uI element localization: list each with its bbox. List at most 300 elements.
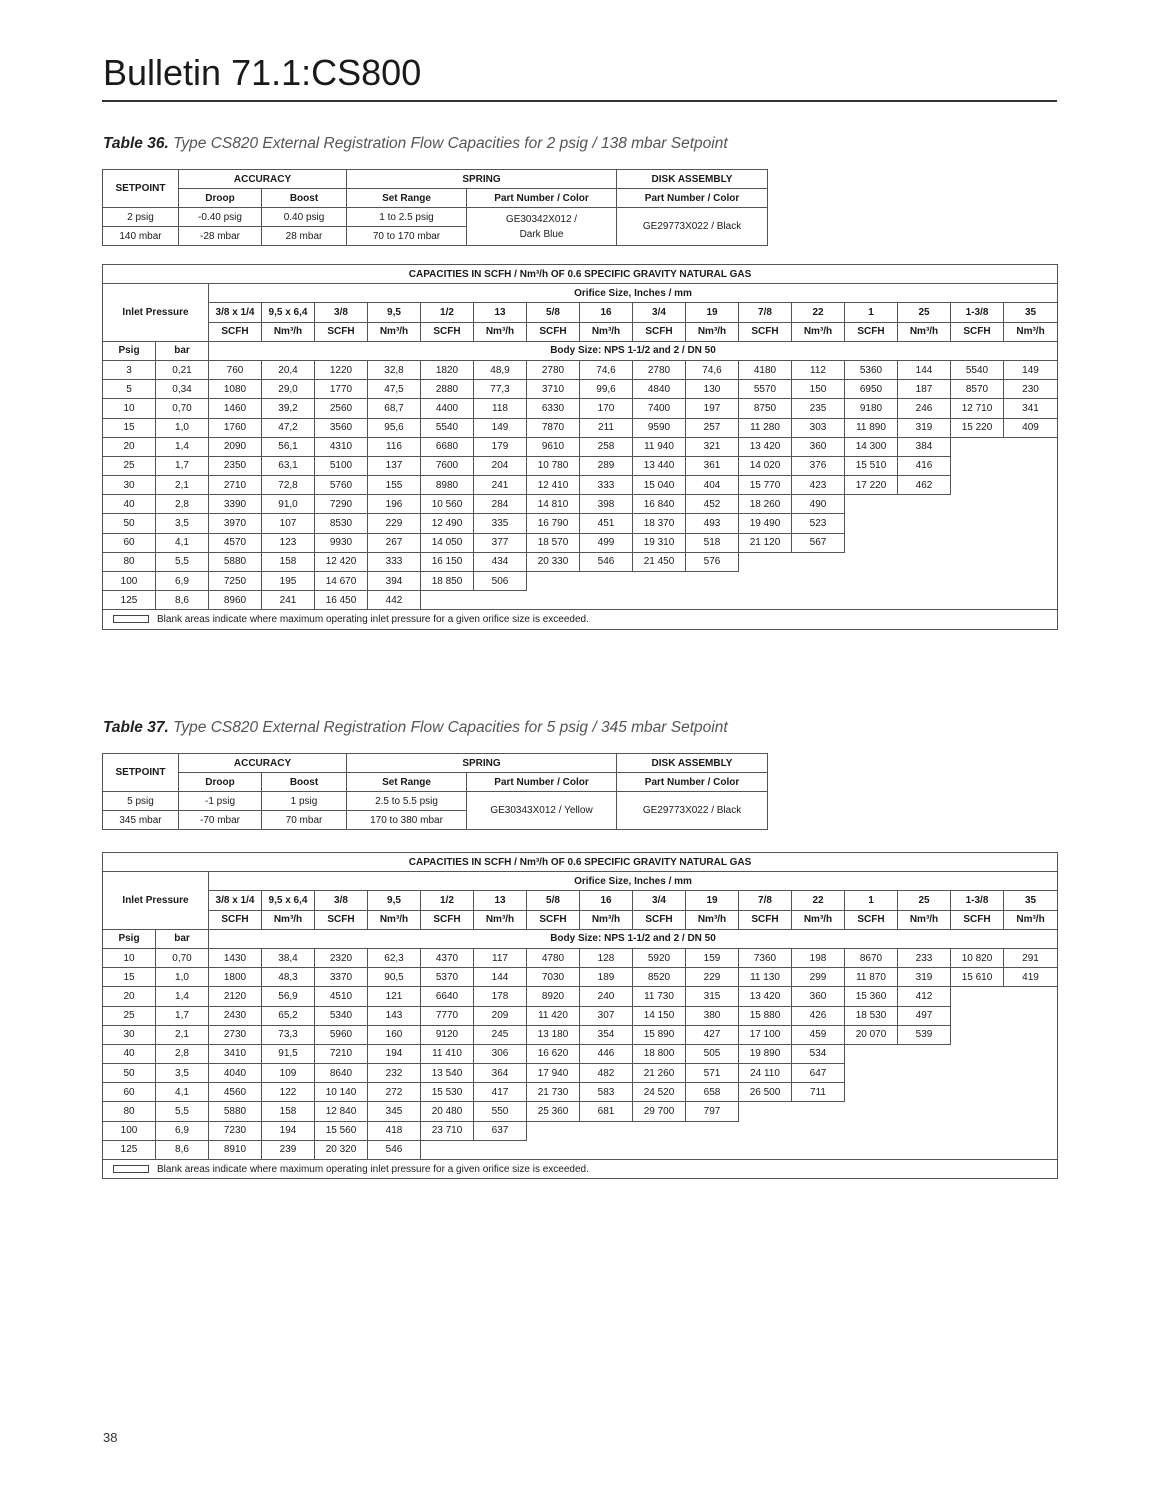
data-cell: 194	[368, 1044, 421, 1063]
data-cell: 2780	[633, 360, 686, 379]
data-cell: 5880	[209, 1102, 262, 1121]
boost-psig: 1 psig	[262, 792, 347, 811]
data-cell: 47,5	[368, 380, 421, 399]
data-cell: 418	[368, 1121, 421, 1140]
data-cell: 11 890	[845, 418, 898, 437]
table-37-capacity-table	[102, 852, 1058, 1179]
orifice-size-cell: 16	[580, 303, 633, 322]
spring-header: SPRING	[347, 754, 617, 773]
data-cell: 4180	[739, 360, 792, 379]
data-cell: 1770	[315, 380, 368, 399]
disk-assembly-header: DISK ASSEMBLY	[617, 170, 768, 189]
blank-area-note	[103, 610, 1058, 629]
orifice-size-cell: 1/2	[421, 891, 474, 910]
table-row	[103, 533, 1058, 552]
disk-part-header: Part Number / Color	[617, 773, 768, 792]
note-text: Blank areas indicate where maximum operating inlet pressure for a given orifice size is exceeded.	[157, 613, 589, 625]
orifice-size-cell: 3/4	[633, 891, 686, 910]
data-cell: 123	[262, 533, 315, 552]
data-cell: 291	[1004, 948, 1058, 967]
data-cell: 8980	[421, 476, 474, 495]
data-cell: 5,5	[156, 552, 209, 571]
data-cell: 446	[580, 1044, 633, 1063]
table-row	[103, 1044, 1058, 1063]
data-cell: 417	[474, 1083, 527, 1102]
data-cell: 333	[368, 552, 421, 571]
data-cell: 5,5	[156, 1102, 209, 1121]
data-cell: 14 050	[421, 533, 474, 552]
data-cell: 2730	[209, 1025, 262, 1044]
data-cell: 150	[792, 380, 845, 399]
data-cell: 10 140	[315, 1083, 368, 1102]
blank-area	[951, 1006, 1058, 1025]
data-cell: 21 450	[633, 552, 686, 571]
blank-area	[845, 495, 1058, 514]
data-cell: 17 940	[527, 1064, 580, 1083]
data-cell: 6,9	[156, 1121, 209, 1140]
table-row	[103, 418, 1058, 437]
data-cell: 7400	[633, 399, 686, 418]
data-cell: 2560	[315, 399, 368, 418]
data-cell: 272	[368, 1083, 421, 1102]
droop-mbar: -70 mbar	[179, 811, 262, 830]
orifice-size-header: Orifice Size, Inches / mm	[209, 872, 1058, 891]
table-row	[103, 987, 1058, 1006]
data-cell: 25	[103, 456, 156, 475]
data-cell: 20 480	[421, 1102, 474, 1121]
orifice-size-cell: 16	[580, 891, 633, 910]
data-cell: 1,0	[156, 968, 209, 987]
data-cell: 29,0	[262, 380, 315, 399]
data-cell: 1,7	[156, 1006, 209, 1025]
data-cell: 15 360	[845, 987, 898, 1006]
data-cell: 0,70	[156, 399, 209, 418]
data-cell: 137	[368, 456, 421, 475]
data-cell: 17 100	[739, 1025, 792, 1044]
data-cell: 7360	[739, 948, 792, 967]
data-cell: 16 840	[633, 495, 686, 514]
data-cell: 26 500	[739, 1083, 792, 1102]
unit-cell: Nm³/h	[368, 322, 421, 341]
blank-area	[845, 1044, 1058, 1063]
data-cell: 4,1	[156, 1083, 209, 1102]
data-cell: 80	[103, 552, 156, 571]
data-cell: 9180	[845, 399, 898, 418]
data-cell: 2430	[209, 1006, 262, 1025]
orifice-size-cell: 7/8	[739, 303, 792, 322]
setpoint-header: SETPOINT	[103, 754, 179, 792]
unit-cell: Nm³/h	[474, 910, 527, 929]
table-37-caption	[103, 719, 728, 737]
data-cell: 19 490	[739, 514, 792, 533]
data-cell: 319	[898, 418, 951, 437]
data-cell: 3	[103, 360, 156, 379]
data-cell: 239	[262, 1140, 315, 1159]
data-cell: 107	[262, 514, 315, 533]
orifice-size-cell: 1	[845, 891, 898, 910]
unit-cell: SCFH	[421, 322, 474, 341]
data-cell: 412	[898, 987, 951, 1006]
setpoint-psig: 2 psig	[103, 208, 179, 227]
data-cell: 245	[474, 1025, 527, 1044]
unit-cell: SCFH	[633, 322, 686, 341]
data-cell: 18 370	[633, 514, 686, 533]
unit-cell: Nm³/h	[580, 322, 633, 341]
data-cell: 158	[262, 552, 315, 571]
data-cell: 8530	[315, 514, 368, 533]
data-cell: 289	[580, 456, 633, 475]
data-cell: 8670	[845, 948, 898, 967]
data-cell: 3970	[209, 514, 262, 533]
data-cell: 50	[103, 514, 156, 533]
data-cell: 10 820	[951, 948, 1004, 967]
data-cell: 195	[262, 572, 315, 591]
table-row	[103, 948, 1058, 967]
data-cell: 6330	[527, 399, 580, 418]
table-row	[103, 514, 1058, 533]
data-cell: 539	[898, 1025, 951, 1044]
orifice-size-cell: 9,5	[368, 303, 421, 322]
data-cell: 5760	[315, 476, 368, 495]
range-mbar: 70 to 170 mbar	[347, 227, 467, 246]
data-cell: 398	[580, 495, 633, 514]
data-cell: 100	[103, 572, 156, 591]
data-cell: 419	[1004, 968, 1058, 987]
data-cell: 118	[474, 399, 527, 418]
data-cell: 72,8	[262, 476, 315, 495]
data-cell: 5960	[315, 1025, 368, 1044]
data-cell: 91,5	[262, 1044, 315, 1063]
data-cell: 204	[474, 456, 527, 475]
data-cell: 9930	[315, 533, 368, 552]
table-row	[103, 380, 1058, 399]
data-cell: 426	[792, 1006, 845, 1025]
data-cell: 20,4	[262, 360, 315, 379]
data-cell: 40	[103, 495, 156, 514]
data-cell: 1,0	[156, 418, 209, 437]
data-cell: 9590	[633, 418, 686, 437]
data-cell: 6,9	[156, 572, 209, 591]
table-row	[103, 360, 1058, 379]
data-cell: 50	[103, 1064, 156, 1083]
header-rule	[102, 100, 1057, 102]
data-cell: 48,9	[474, 360, 527, 379]
data-cell: 0,21	[156, 360, 209, 379]
data-cell: 6640	[421, 987, 474, 1006]
capacities-title: CAPACITIES IN SCFH / Nm³/h OF 0.6 SPECIFIC GRAVITY NATURAL GAS	[103, 265, 1058, 284]
data-cell: 459	[792, 1025, 845, 1044]
data-cell: 434	[474, 552, 527, 571]
droop-psig: -0.40 psig	[179, 208, 262, 227]
data-cell: 360	[792, 437, 845, 456]
data-cell: 73,3	[262, 1025, 315, 1044]
data-cell: 361	[686, 456, 739, 475]
blank-area-note	[103, 1160, 1058, 1179]
data-cell: 333	[580, 476, 633, 495]
data-cell: 20	[103, 437, 156, 456]
data-cell: 90,5	[368, 968, 421, 987]
inlet-pressure-header: Inlet Pressure	[103, 872, 209, 930]
blank-area	[739, 552, 1058, 571]
data-cell: 11 730	[633, 987, 686, 1006]
psig-header: Psig	[103, 929, 156, 948]
data-cell: 112	[792, 360, 845, 379]
data-cell: 12 840	[315, 1102, 368, 1121]
disk-part: GE29773X022 / Black	[617, 208, 768, 246]
orifice-size-cell: 13	[474, 891, 527, 910]
data-cell: 187	[898, 380, 951, 399]
data-cell: 451	[580, 514, 633, 533]
table-row	[103, 1102, 1058, 1121]
blank-area	[421, 1140, 1058, 1159]
table-row	[103, 591, 1058, 610]
data-cell: 149	[1004, 360, 1058, 379]
table-row	[103, 552, 1058, 571]
table-row	[103, 399, 1058, 418]
unit-cell: Nm³/h	[1004, 910, 1058, 929]
data-cell: 341	[1004, 399, 1058, 418]
data-cell: 160	[368, 1025, 421, 1044]
data-cell: 159	[686, 948, 739, 967]
spring-part-header: Part Number / Color	[467, 773, 617, 792]
unit-cell: SCFH	[421, 910, 474, 929]
data-cell: 15	[103, 968, 156, 987]
data-cell: 8640	[315, 1064, 368, 1083]
orifice-size-cell: 5/8	[527, 303, 580, 322]
data-cell: 3410	[209, 1044, 262, 1063]
data-cell: 20 330	[527, 552, 580, 571]
data-cell: 125	[103, 1140, 156, 1159]
data-cell: 7870	[527, 418, 580, 437]
body-size-header: Body Size: NPS 1-1/2 and 2 / DN 50	[209, 929, 1058, 948]
data-cell: 116	[368, 437, 421, 456]
data-cell: 658	[686, 1083, 739, 1102]
data-cell: 10	[103, 948, 156, 967]
blank-legend-box	[113, 1165, 149, 1173]
data-cell: 6950	[845, 380, 898, 399]
orifice-size-cell: 5/8	[527, 891, 580, 910]
table-36-title: Type CS820 External Registration Flow Capacities for 2 psig / 138 mbar Setpoint	[173, 135, 728, 152]
data-cell: 230	[1004, 380, 1058, 399]
data-cell: 158	[262, 1102, 315, 1121]
data-cell: 15 880	[739, 1006, 792, 1025]
data-cell: 246	[898, 399, 951, 418]
orifice-size-cell: 1	[845, 303, 898, 322]
data-cell: 1220	[315, 360, 368, 379]
data-cell: 15 040	[633, 476, 686, 495]
data-cell: 546	[368, 1140, 421, 1159]
table-row	[103, 1006, 1058, 1025]
blank-legend-box	[113, 615, 149, 623]
data-cell: 25	[103, 1006, 156, 1025]
data-cell: 62,3	[368, 948, 421, 967]
data-cell: 209	[474, 1006, 527, 1025]
table-row	[103, 1083, 1058, 1102]
set-range-header: Set Range	[347, 773, 467, 792]
table-36-capacity-table	[102, 264, 1058, 630]
orifice-size-cell: 25	[898, 303, 951, 322]
unit-cell: SCFH	[209, 322, 262, 341]
data-cell: 32,8	[368, 360, 421, 379]
data-cell: 11 130	[739, 968, 792, 987]
accuracy-header: ACCURACY	[179, 170, 347, 189]
data-cell: 12 710	[951, 399, 1004, 418]
data-cell: 10	[103, 399, 156, 418]
orifice-size-cell: 13	[474, 303, 527, 322]
data-cell: 8,6	[156, 1140, 209, 1159]
data-cell: 232	[368, 1064, 421, 1083]
data-cell: 550	[474, 1102, 527, 1121]
data-cell: 2350	[209, 456, 262, 475]
data-cell: 20 320	[315, 1140, 368, 1159]
data-cell: 499	[580, 533, 633, 552]
data-cell: 364	[474, 1064, 527, 1083]
data-cell: 13 440	[633, 456, 686, 475]
data-cell: 11 280	[739, 418, 792, 437]
data-cell: 16 450	[315, 591, 368, 610]
data-cell: 74,6	[580, 360, 633, 379]
data-cell: 4370	[421, 948, 474, 967]
data-cell: 5880	[209, 552, 262, 571]
data-cell: 15 530	[421, 1083, 474, 1102]
data-cell: 267	[368, 533, 421, 552]
unit-cell: SCFH	[209, 910, 262, 929]
unit-cell: Nm³/h	[262, 322, 315, 341]
blank-area	[845, 533, 1058, 552]
data-cell: 16 790	[527, 514, 580, 533]
data-cell: 80	[103, 1102, 156, 1121]
unit-cell: SCFH	[845, 910, 898, 929]
data-cell: 1080	[209, 380, 262, 399]
orifice-size-header: Orifice Size, Inches / mm	[209, 284, 1058, 303]
data-cell: 797	[686, 1102, 739, 1121]
data-cell: 2,8	[156, 495, 209, 514]
data-cell: 14 810	[527, 495, 580, 514]
data-cell: 1820	[421, 360, 474, 379]
table-row	[103, 437, 1058, 456]
table-row	[103, 1025, 1058, 1044]
data-cell: 5540	[951, 360, 1004, 379]
data-cell: 315	[686, 987, 739, 1006]
data-cell: 8,6	[156, 591, 209, 610]
orifice-size-cell: 35	[1004, 891, 1058, 910]
data-cell: 100	[103, 1121, 156, 1140]
data-cell: 505	[686, 1044, 739, 1063]
data-cell: 5540	[421, 418, 474, 437]
blank-area	[951, 1025, 1058, 1044]
data-cell: 404	[686, 476, 739, 495]
bar-header: bar	[156, 929, 209, 948]
data-cell: 10 560	[421, 495, 474, 514]
data-cell: 497	[898, 1006, 951, 1025]
orifice-size-cell: 3/8	[315, 891, 368, 910]
data-cell: 25 360	[527, 1102, 580, 1121]
setpoint-mbar: 345 mbar	[103, 811, 179, 830]
data-cell: 178	[474, 987, 527, 1006]
set-range-header: Set Range	[347, 189, 467, 208]
data-cell: 91,0	[262, 495, 315, 514]
data-cell: 130	[686, 380, 739, 399]
accuracy-header: ACCURACY	[179, 754, 347, 773]
data-cell: 197	[686, 399, 739, 418]
data-cell: 74,6	[686, 360, 739, 379]
data-cell: 30	[103, 1025, 156, 1044]
orifice-size-cell: 1-3/8	[951, 303, 1004, 322]
table-37-label: Table 37.	[103, 719, 169, 736]
data-cell: 77,3	[474, 380, 527, 399]
data-cell: 2,1	[156, 476, 209, 495]
data-cell: 482	[580, 1064, 633, 1083]
data-cell: 4510	[315, 987, 368, 1006]
data-cell: 354	[580, 1025, 633, 1044]
blank-area	[951, 476, 1058, 495]
unit-cell: Nm³/h	[792, 322, 845, 341]
data-cell: 299	[792, 968, 845, 987]
data-cell: 235	[792, 399, 845, 418]
data-cell: 7600	[421, 456, 474, 475]
unit-cell: Nm³/h	[898, 322, 951, 341]
data-cell: 125	[103, 591, 156, 610]
data-cell: 2,8	[156, 1044, 209, 1063]
page-title: Bulletin 71.1:CS800	[103, 52, 422, 93]
orifice-size-cell: 9,5	[368, 891, 421, 910]
droop-mbar: -28 mbar	[179, 227, 262, 246]
data-cell: 198	[792, 948, 845, 967]
data-cell: 19 890	[739, 1044, 792, 1063]
data-cell: 241	[474, 476, 527, 495]
data-cell: 13 420	[739, 987, 792, 1006]
data-cell: 5370	[421, 968, 474, 987]
data-cell: 65,2	[262, 1006, 315, 1025]
data-cell: 11 940	[633, 437, 686, 456]
data-cell: 16 150	[421, 552, 474, 571]
data-cell: 56,9	[262, 987, 315, 1006]
boost-psig: 0.40 psig	[262, 208, 347, 227]
unit-cell: Nm³/h	[474, 322, 527, 341]
data-cell: 3370	[315, 968, 368, 987]
unit-cell: Nm³/h	[368, 910, 421, 929]
blank-area	[527, 1121, 1058, 1140]
data-cell: 47,2	[262, 418, 315, 437]
data-cell: 3710	[527, 380, 580, 399]
range-mbar: 170 to 380 mbar	[347, 811, 467, 830]
data-cell: 284	[474, 495, 527, 514]
data-cell: 571	[686, 1064, 739, 1083]
blank-area	[951, 987, 1058, 1006]
blank-area	[845, 514, 1058, 533]
data-cell: 149	[474, 418, 527, 437]
page-number: 38	[103, 1430, 118, 1445]
data-cell: 5360	[845, 360, 898, 379]
data-cell: 7230	[209, 1121, 262, 1140]
data-cell: 3,5	[156, 1064, 209, 1083]
setpoint-header: SETPOINT	[103, 170, 179, 208]
data-cell: 18 800	[633, 1044, 686, 1063]
bar-header: bar	[156, 341, 209, 360]
table-37-spec-table	[102, 753, 768, 830]
note-text: Blank areas indicate where maximum operating inlet pressure for a given orifice size is exceeded.	[157, 1163, 589, 1175]
data-cell: 7770	[421, 1006, 474, 1025]
data-cell: 1,7	[156, 456, 209, 475]
data-cell: 122	[262, 1083, 315, 1102]
blank-area	[845, 1083, 1058, 1102]
data-cell: 18 570	[527, 533, 580, 552]
unit-cell: SCFH	[633, 910, 686, 929]
data-cell: 1,4	[156, 987, 209, 1006]
data-cell: 99,6	[580, 380, 633, 399]
data-cell: 56,1	[262, 437, 315, 456]
table-row	[103, 1121, 1058, 1140]
